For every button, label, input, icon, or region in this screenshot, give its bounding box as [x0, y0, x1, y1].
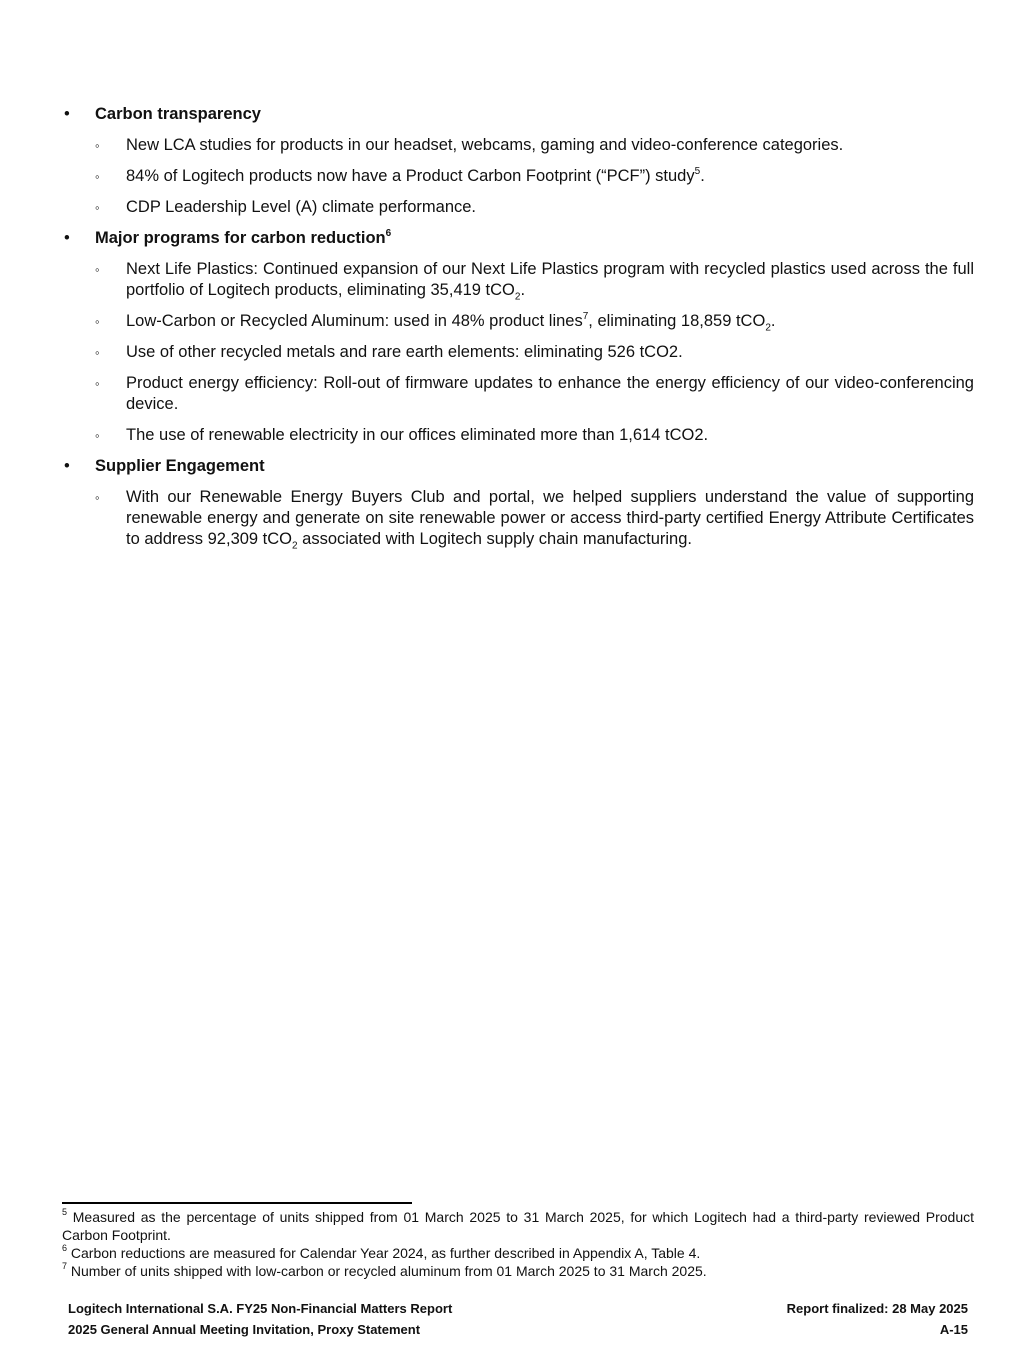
list-item: ◦ With our Renewable Energy Buyers Club and portal, we helped suppliers understand the value of supporting renewable energy and generate on site renewable power or access third-party certified Energy Attribute Certificates to address 92,309 tCO$_2$ associated with Logitech supply chain manufacturing.	[95, 488, 974, 552]
section-supplier-engagement	[64, 456, 974, 550]
footnote-7: $^7$ Number of units shipped with low-carbon or recycled aluminum from 01 March 2025 to 31 March 2025.	[62, 1261, 707, 1279]
section-major-programs	[64, 228, 974, 446]
page-footer	[68, 1299, 968, 1340]
report-finalized-date: Report finalized: 28 May 2025	[786, 1301, 968, 1316]
circle-bullet-icon: ◦	[95, 345, 100, 360]
list-item: ◦ Low-Carbon or Recycled Aluminum: used in 48% product lines$^7$, eliminating 18,859 tCO$_2$.	[95, 310, 776, 334]
bullet-icon: •	[64, 229, 70, 247]
circle-bullet-icon: ◦	[95, 428, 100, 443]
footnote-ref[interactable]: 6	[385, 227, 392, 239]
section-heading: Supplier Engagement	[95, 457, 265, 475]
bullet-icon: •	[64, 457, 70, 475]
sub-list	[95, 487, 974, 550]
list-item: ◦ CDP Leadership Level (A) climate performance.	[95, 198, 477, 216]
circle-bullet-icon: ◦	[95, 138, 100, 153]
footnote-5: $^5$ Measured as the percentage of units shipped from 01 March 2025 to 31 March 2025, for which Logitech had a third-party reviewed Product Carbon Footprint.	[62, 1207, 974, 1243]
footnote-divider	[62, 1202, 412, 1204]
circle-bullet-icon: ◦	[95, 490, 100, 505]
footnotes	[62, 1208, 974, 1280]
section-heading: Carbon transparency	[95, 105, 261, 123]
list-item: ◦ Use of other recycled metals and rare earth elements: eliminating 526 tCO2.	[95, 343, 683, 361]
list-item: ◦ New LCA studies for products in our headset, webcams, gaming and video-conference categories.	[95, 136, 844, 154]
list-item: ◦ 84% of Logitech products now have a Product Carbon Footprint (“PCF”) study$^5$.	[95, 165, 705, 185]
circle-bullet-icon: ◦	[95, 376, 100, 391]
page-number: A-15	[939, 1322, 968, 1337]
footnote-ref[interactable]: 5	[694, 165, 701, 177]
main-content	[64, 104, 974, 560]
list-item: ◦ The use of renewable electricity in our offices eliminated more than 1,614 tCO2.	[95, 426, 709, 444]
circle-bullet-icon: ◦	[95, 169, 100, 184]
sub-list	[95, 135, 974, 218]
bullet-icon: •	[64, 105, 70, 123]
meeting-invitation-title: 2025 General Annual Meeting Invitation, Proxy Statement	[68, 1322, 421, 1337]
report-title: Logitech International S.A. FY25 Non-Financial Matters Report	[68, 1301, 453, 1316]
circle-bullet-icon: ◦	[95, 262, 100, 277]
sub-list	[95, 259, 974, 446]
bullet-list	[64, 104, 974, 550]
section-heading: Major programs for carbon reduction$^6$	[95, 227, 392, 247]
list-item: ◦ Product energy efficiency: Roll-out of firmware updates to enhance the energy efficiency of our video-conferencing device.	[95, 374, 974, 413]
list-item: ◦ Next Life Plastics: Continued expansion of our Next Life Plastics program with recycled plastics used across the full portfolio of Logitech products, eliminating 35,419 tCO$_2$.	[95, 260, 974, 303]
footnote-ref[interactable]: 7	[582, 310, 589, 322]
section-carbon-transparency	[64, 104, 974, 218]
footnote-6: $^6$ Carbon reductions are measured for Calendar Year 2024, as further described in Appendix A, Table 4.	[62, 1243, 701, 1261]
circle-bullet-icon: ◦	[95, 200, 100, 215]
circle-bullet-icon: ◦	[95, 314, 100, 329]
